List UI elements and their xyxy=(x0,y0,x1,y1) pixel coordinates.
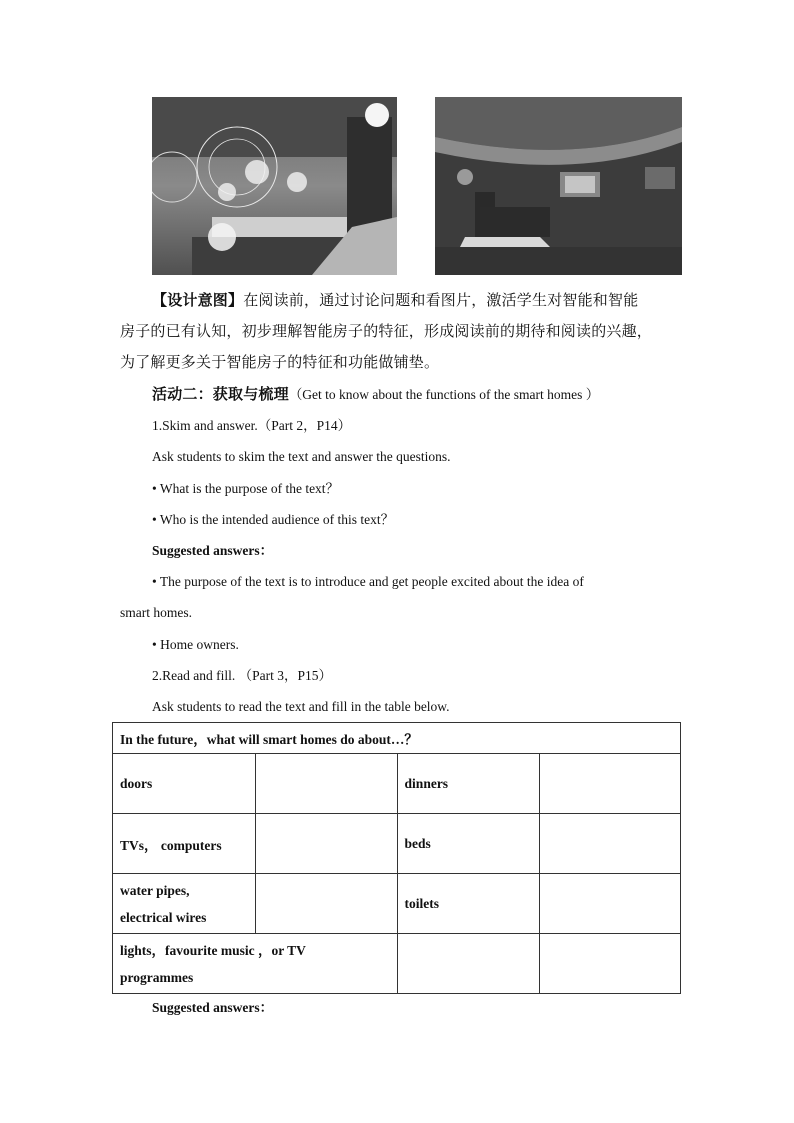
table-cell-blank[interactable] xyxy=(539,814,680,874)
table-header-cell: In the future，what will smart homes do about…？ xyxy=(113,723,681,754)
table-cell-blank[interactable] xyxy=(539,874,680,934)
table-cell-blank[interactable] xyxy=(539,934,680,994)
answer-purpose-line-1: • The purpose of the text is to introduce and get people excited about the idea of xyxy=(152,574,584,589)
step1-title: 1.Skim and answer.（Part 2，P14） xyxy=(152,418,352,433)
design-intent-line-2: 房子的已有认知，初步理解智能房子的特征，形成阅读前的期待和阅读的兴趣， xyxy=(120,322,653,340)
suggested-answers-label: Suggested answers： xyxy=(152,543,274,558)
smart-homes-fill-table xyxy=(112,722,681,994)
table-cell-blank[interactable] xyxy=(255,814,397,874)
answer-purpose-line-2: smart homes. xyxy=(120,605,192,620)
table-cell-blank[interactable] xyxy=(397,934,539,994)
table-cell-topic: beds xyxy=(397,814,539,874)
design-intent-line-1: 【设计意图】在阅读前，通过讨论问题和看图片，激活学生对智能和智能 xyxy=(152,291,639,309)
table-cell-blank[interactable] xyxy=(255,874,397,934)
answer-audience: • Home owners. xyxy=(152,637,239,652)
table-cell-topic: water pipes, electrical wires xyxy=(113,874,256,934)
table-row xyxy=(113,814,681,874)
smart-home-interior-photo xyxy=(435,97,682,275)
table-cell-blank[interactable] xyxy=(539,754,680,814)
design-intent-label: 【设计意图】 xyxy=(152,291,244,309)
question-purpose: • What is the purpose of the text？ xyxy=(152,481,340,496)
question-audience: • Who is the intended audience of this text？ xyxy=(152,512,395,527)
table-cell-topic: TVs， computers xyxy=(113,814,256,874)
table-cell-blank[interactable] xyxy=(255,754,397,814)
footer-suggested-answers: Suggested answers： xyxy=(152,1000,274,1015)
table-cell-topic: dinners xyxy=(397,754,539,814)
table-row xyxy=(113,874,681,934)
table-cell-topic: toilets xyxy=(397,874,539,934)
design-intent-line-3: 为了解更多关于智能房子的特征和功能做铺垫。 xyxy=(120,353,440,371)
table-cell-topic: doors xyxy=(113,754,256,814)
step2-title: 2.Read and fill. （Part 3，P15） xyxy=(152,668,332,683)
smart-living-room-photo xyxy=(152,97,397,275)
activity2-heading: 活动二：获取与梳理（Get to know about the functions of the smart homes ） xyxy=(152,385,600,403)
step1-instruction: Ask students to skim the text and answer the questions. xyxy=(152,449,451,464)
table-row xyxy=(113,754,681,814)
table-cell-topic: lights，favourite music ，or TV programmes xyxy=(113,934,398,994)
step2-instruction: Ask students to read the text and fill in the table below. xyxy=(152,699,450,714)
table-header-row xyxy=(113,723,681,754)
table-row xyxy=(113,934,681,994)
